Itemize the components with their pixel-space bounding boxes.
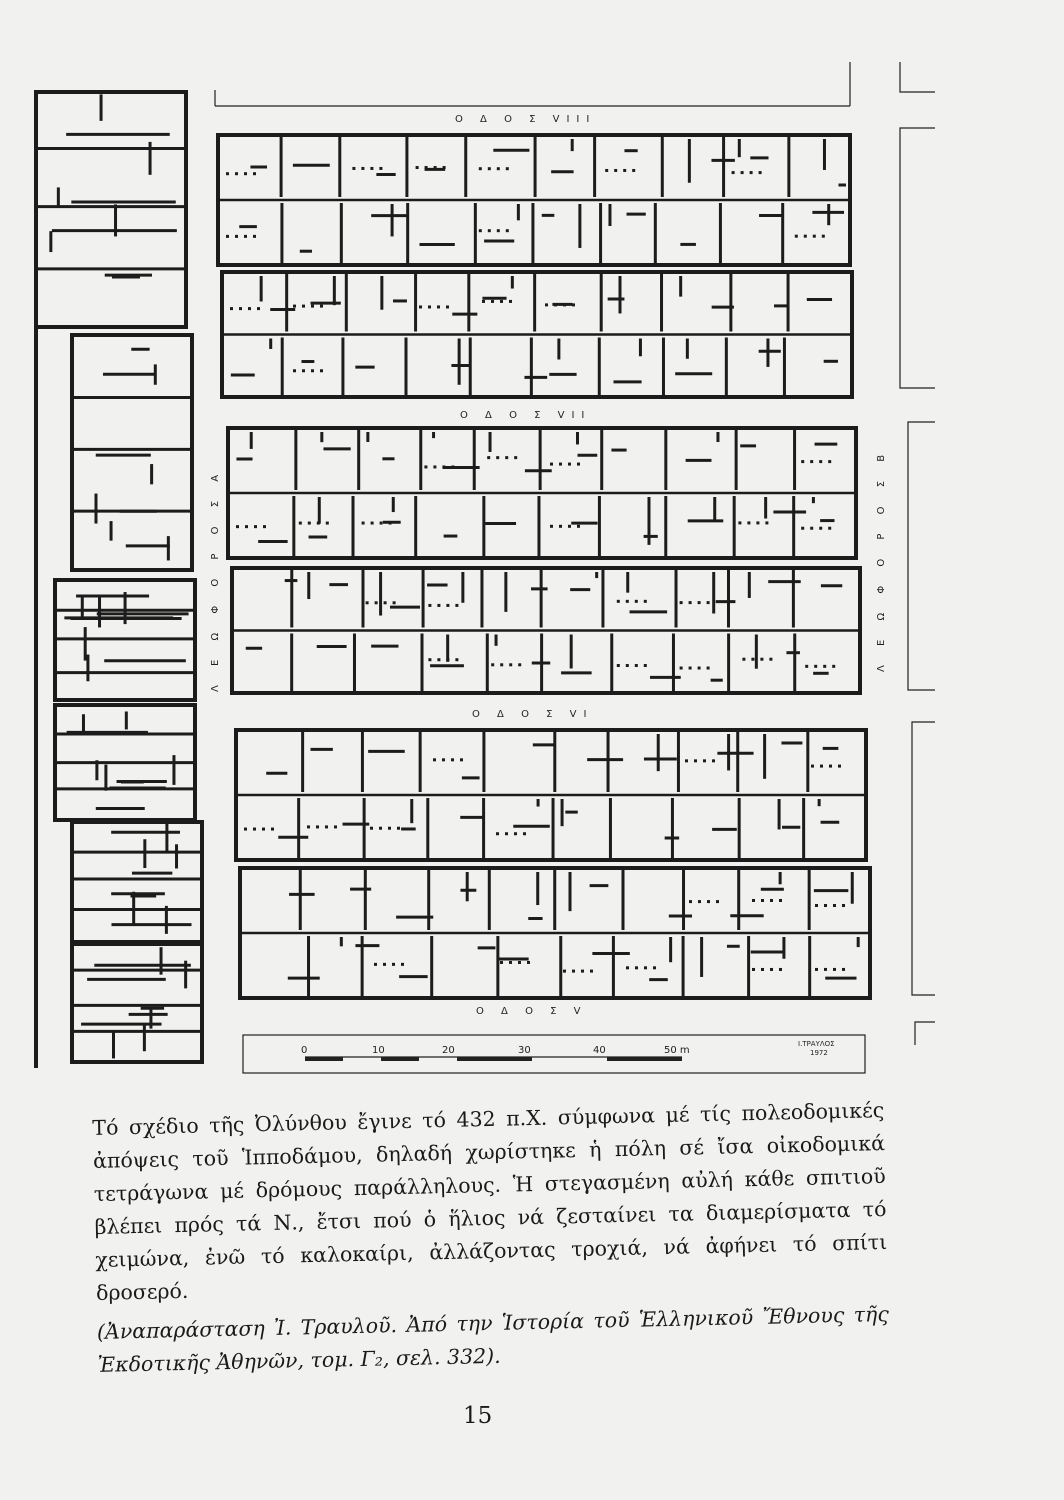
scale-tick-30: 30: [518, 1045, 531, 1056]
scale-bar: [243, 1035, 865, 1073]
scale-tick-40: 40: [593, 1045, 606, 1056]
caption-text: Τό σχέδιο τῆς Ὀλύνθου ἔγινε τό 432 π.Χ. σύμφωνα μέ τίς πολεοδομικές ἀπόψεις τοῦ Ἱπποδάμου, δηλαδή χωρίστηκε ἡ πόλη σέ ἴσα οἰκοδομικά τετράγωνα μέ δρόμους παράλληλους. Ἡ στεγασμένη αὐλή κάθε σπιτιοῦ βλέπει πρός τά Ν., ἔτσι πού ὁ ἥλιος νά ζεσταίνει τα διαμερίσματα τό χειμώνα, ἐνῶ τό καλοκαίρι, ἀλλάζοντας τροχιά, νά ἀφήνει τό σπίτι δροσερό.: [92, 1098, 888, 1305]
western-block: [36, 92, 186, 327]
scale-tick-0: 0: [301, 1045, 308, 1056]
avenue-b-label: Λ Ε Ω Φ Ο Ρ Ο Σ Β: [876, 446, 887, 672]
credit-year: 1972: [810, 1049, 828, 1057]
page-number: 15: [463, 1403, 493, 1429]
caption-source: (Ἀναπαράσταση Ἰ. Τραυλοῦ. Ἀπό την Ἱστορία τοῦ Ἑλληνικοῦ Ἔθνους τῆς Ἐκδοτικῆς Ἀθηνῶν, τομ. Γ₂, σελ. 332).: [96, 1301, 890, 1377]
scale-tick-10: 10: [372, 1045, 385, 1056]
street-label-vii: Ο Δ Ο Σ VII: [460, 410, 592, 421]
avenue-b-edge: [900, 62, 935, 1045]
street-label-viii: Ο Δ Ο Σ VIII: [455, 114, 597, 125]
scale-tick-20: 20: [442, 1045, 455, 1056]
avenue-a-label: Λ Ε Ω Φ Ο Ρ Ο Σ Α: [210, 466, 221, 692]
credit-name: Ι.ΤΡΑΥΛΟΣ: [798, 1040, 835, 1048]
western-block: [72, 944, 202, 1062]
scale-tick-50: 50 m: [664, 1045, 690, 1056]
western-block: [72, 335, 192, 570]
figure-caption: [92, 1094, 890, 1382]
street-label-vi: Ο Δ Ο Σ VI: [472, 709, 594, 720]
street-label-v: Ο Δ Ο Σ V: [476, 1006, 588, 1017]
